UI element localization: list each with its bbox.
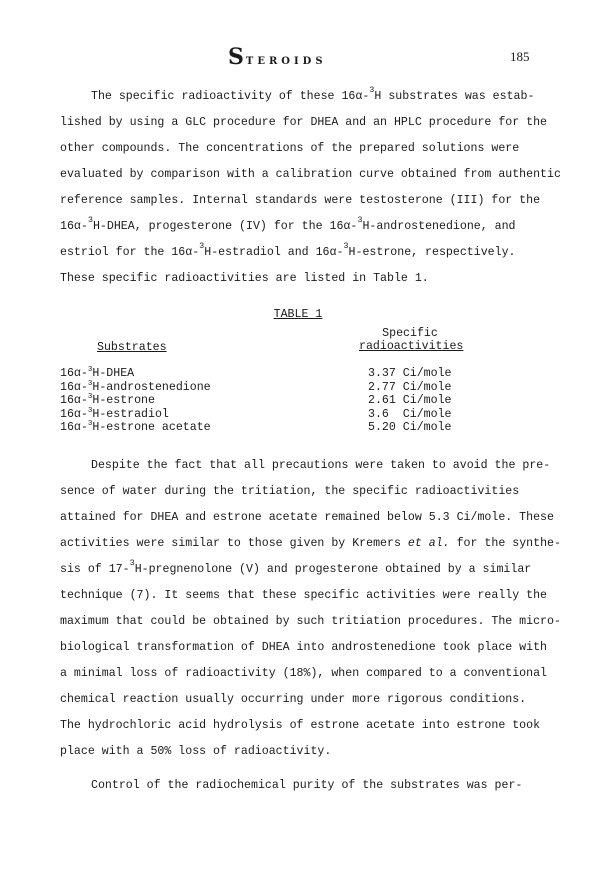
table-title — [0, 308, 596, 321]
running-header — [0, 44, 596, 70]
paragraph-2-line-12: place with a 50% loss of radioactivity. — [60, 745, 332, 758]
text-run: estriol for the 16α- — [60, 246, 200, 259]
activity-cell: 3.6 Ci/mole — [368, 407, 452, 421]
column-header-substrates-text: Substrates — [97, 341, 167, 354]
text-run: 16α- — [60, 394, 88, 407]
paragraph-2-line-1: Despite the fact that all precautions were taken to avoid the pre- — [91, 459, 551, 472]
paragraph-1-line-2: lished by using a GLC procedure for DHEA and an HPLC procedure for the — [60, 116, 548, 129]
page-number: 185 — [510, 49, 530, 64]
italic-text: et al. — [407, 537, 450, 550]
paragraph-2-line-11: The hydrochloric acid hydrolysis of estrone acetate into estrone took — [60, 719, 541, 732]
text-run: activities were similar to those given by Kremers — [60, 537, 408, 550]
paragraph-2-line-8: biological transformation of DHEA into androstenedione took place with — [60, 641, 548, 654]
text-run: 16α- — [60, 407, 88, 421]
text-run: H-estradiol and 16α- — [204, 246, 344, 259]
text-run: H-estrone, respectively. — [348, 246, 516, 259]
text-run: H-pregnenolone (V) and progesterone obtained by a similar — [134, 563, 532, 576]
journal-title — [228, 44, 327, 70]
column-header-activity-line-1: Specific — [382, 327, 438, 340]
paragraph-1 — [60, 84, 561, 292]
table-row — [60, 408, 480, 422]
superscript: 3 — [87, 215, 93, 225]
paragraph-2 — [60, 453, 561, 765]
journal-title-rest: TEROIDS — [245, 56, 327, 67]
activity-cell: 5.20 Ci/mole — [368, 421, 452, 434]
text-run: H-estrone — [92, 394, 155, 407]
activity-cell: 2.77 Ci/mole — [368, 380, 452, 394]
text-run: H-estrone acetate — [92, 421, 211, 434]
superscript: 3 — [87, 420, 93, 428]
column-header-substrates — [97, 341, 167, 354]
paragraph-1-line-8: These specific radioactivities are listed in Table 1. — [60, 272, 429, 285]
substrate-cell — [60, 381, 211, 395]
superscript: 3 — [199, 241, 205, 251]
superscript: 3 — [87, 366, 93, 374]
text-run: 16α- — [60, 380, 88, 394]
text-run: H-androstenedione, and — [362, 220, 516, 233]
substrate-cell — [60, 394, 155, 408]
superscript: 3 — [87, 406, 93, 415]
column-header-activity-line-2: radioactivities — [359, 340, 464, 353]
table-row — [60, 394, 480, 408]
text-run: H-androstenedione — [92, 380, 211, 394]
superscript: 3 — [129, 558, 135, 568]
column-header-activity — [359, 327, 464, 353]
superscript: 3 — [87, 393, 93, 401]
paragraph-2-line-3: attained for DHEA and estrone acetate remained below 5.3 Ci/mole. These — [60, 511, 554, 524]
activity-cell: 3.37 Ci/mole — [368, 367, 452, 380]
text-run: H substrates was estab- — [374, 90, 535, 103]
paragraph-1-line-6 — [60, 214, 540, 240]
paragraph-3 — [60, 773, 540, 799]
superscript: 3 — [369, 85, 375, 95]
superscript: 3 — [87, 379, 93, 388]
activity-cell: 2.61 Ci/mole — [368, 394, 452, 407]
text-run: sis of 17- — [60, 563, 130, 576]
journal-title-initial: S — [228, 44, 246, 70]
paragraph-2-line-4 — [60, 531, 561, 557]
text-run: The specific radioactivity of these 16α- — [91, 90, 370, 103]
paragraph-1-line-7 — [60, 240, 540, 266]
text-run: 16α- — [60, 220, 88, 233]
superscript: 3 — [343, 241, 349, 251]
paragraph-2-line-7: maximum that could be obtained by such tritiation procedures. The micro- — [60, 615, 561, 628]
table-row — [60, 421, 480, 435]
paragraph-2-line-10: chemical reaction usually occurring under more rigorous conditions. — [60, 693, 527, 706]
table-body — [60, 367, 480, 435]
text-run: 16α- — [60, 421, 88, 434]
substrate-cell — [60, 408, 169, 422]
text-run: for the synthe- — [449, 537, 561, 550]
paragraph-2-line-2: sence of water during the tritiation, the specific radioactivities — [60, 485, 520, 498]
text-run: H-DHEA — [92, 367, 135, 380]
superscript: 3 — [357, 215, 363, 225]
table-row — [60, 367, 480, 381]
paragraph-2-line-9: a minimal loss of radioactivity (18%), when compared to a conventional — [60, 667, 548, 680]
substrate-cell — [60, 367, 134, 381]
paragraph-3-line-1: Control of the radiochemical purity of the substrates was per- — [91, 779, 523, 792]
paragraph-2-line-6: technique (7). It seems that these specific activities were really the — [60, 589, 548, 602]
text-run: H-estradiol — [92, 407, 169, 421]
substrate-cell — [60, 421, 211, 435]
paragraph-1-line-1 — [60, 84, 540, 110]
paragraph-1-line-4: evaluated by comparison with a calibration curve obtained from authentic — [60, 168, 561, 181]
paragraph-2-line-5 — [60, 557, 540, 583]
paragraph-1-line-5: reference samples. Internal standards were testosterone (III) for the — [60, 194, 541, 207]
paragraph-1-line-3: other compounds. The concentrations of the prepared solutions were — [60, 142, 520, 155]
table-title-text: TABLE 1 — [273, 308, 323, 321]
table-row — [60, 381, 480, 395]
text-run: H-DHEA, progesterone (IV) for the 16α- — [92, 220, 358, 233]
text-run: 16α- — [60, 367, 88, 380]
